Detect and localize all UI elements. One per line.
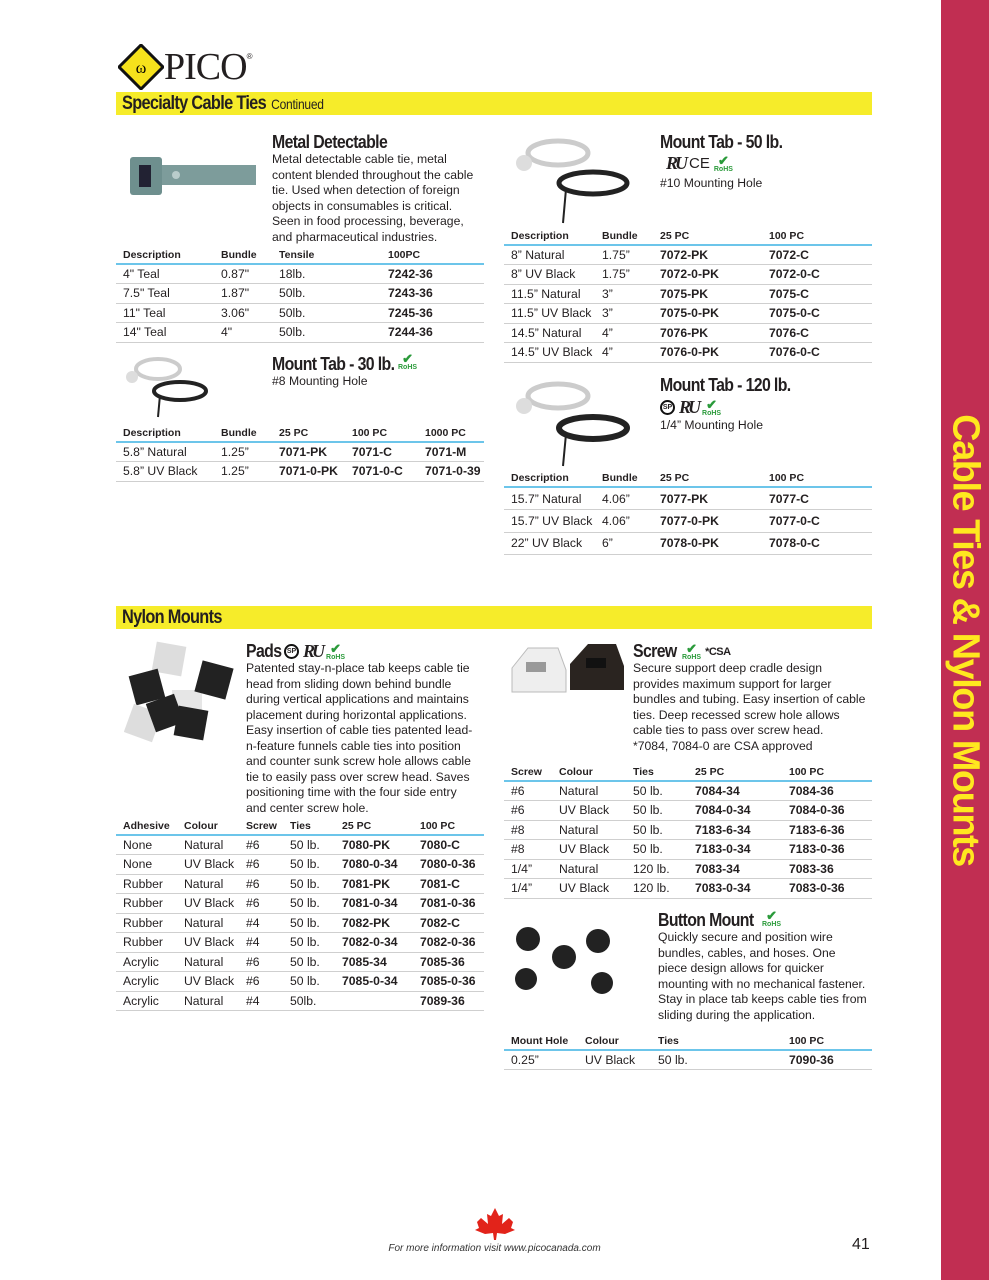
table-cell: Natural [177, 913, 239, 933]
part-number-cell: 7084-34 [688, 781, 782, 801]
column-header: 25 PC [272, 424, 345, 442]
table-cell: #6 [239, 952, 283, 972]
table-cell: UV Black [177, 894, 239, 914]
table-cell: #6 [239, 874, 283, 894]
table-cell: 50 lb. [283, 894, 335, 914]
column-header: Colour [177, 817, 239, 835]
table-header-row [504, 763, 872, 781]
mount-tab-cable-tie-image [508, 135, 633, 225]
part-number-cell: 7242-36 [381, 264, 484, 284]
column-header: Ties [651, 1032, 782, 1050]
page-number: 41 [852, 1236, 870, 1253]
part-number-cell: 7183-0-36 [782, 840, 872, 860]
table-cell: #8 [504, 820, 552, 840]
rohs-icon: ✔ RoHS [762, 908, 782, 928]
table-cell: 50 lb. [651, 1050, 782, 1070]
column-header: 100PC [381, 246, 484, 264]
table-cell: 0.87" [214, 264, 272, 284]
table-row [504, 781, 872, 801]
table-row [116, 874, 484, 894]
product-description: Quickly secure and position wire bundles, cables, and hoses. One piece design allows for quicker mounting with no mechanical fastener. Stay in place tab keeps cable ties from sliding during the application. [658, 930, 867, 1022]
table-cell: UV Black [177, 855, 239, 875]
certifications [682, 643, 731, 661]
table-row [504, 1050, 872, 1070]
table-cell: 50 lb. [283, 835, 335, 855]
part-number-cell: 7077-C [762, 487, 872, 510]
part-number-cell: 7076-0-PK [653, 343, 762, 363]
table-cell: 50 lb. [626, 801, 688, 821]
ul-icon: RU [303, 641, 323, 661]
table-cell: 1.87" [214, 284, 272, 304]
maple-leaf-icon [473, 1206, 517, 1240]
table-cell: 8” Natural [504, 245, 595, 265]
part-number-cell: 7085-0-36 [413, 972, 484, 992]
table-cell: UV Black [552, 801, 626, 821]
rohs-icon: ✔ RoHS [682, 641, 702, 661]
table-cell: #4 [239, 991, 283, 1011]
table-cell: 1/4” [504, 879, 552, 899]
table-cell: 6” [595, 532, 653, 555]
column-header: 100 PC [782, 763, 872, 781]
column-header: Bundle [214, 246, 272, 264]
table-header-row [504, 227, 872, 245]
mount-tab-30-table [116, 424, 484, 482]
table-cell: 50 lb. [283, 952, 335, 972]
certifications [666, 153, 733, 174]
part-number-cell: 7183-6-34 [688, 820, 782, 840]
column-header: Mount Hole [504, 1032, 578, 1050]
table-cell: 50 lb. [283, 972, 335, 992]
table-row [116, 462, 484, 482]
column-header: Colour [552, 763, 626, 781]
column-header: Tensile [272, 246, 381, 264]
table-cell: 50 lb. [626, 840, 688, 860]
product-title: Pads [246, 641, 282, 661]
rohs-icon: ✔ RoHS [398, 351, 418, 371]
table-cell: None [116, 855, 177, 875]
part-number-cell: 7080-PK [335, 835, 413, 855]
table-cell: 3” [595, 304, 653, 324]
certifications [284, 641, 345, 662]
table-cell: 8” UV Black [504, 265, 595, 285]
table-cell: Natural [177, 835, 239, 855]
table-cell: 15.7” UV Black [504, 510, 595, 533]
product-description: Patented stay-n-place tab keeps cable tie head from sliding down behind bundle during vertical applications and maintains placement during horizontal applications. Easy insertion of cable ties patented lead-n-feature funnels cable ties into position and counter sunk screw hole allows cable tie to easily pass over screw head. Saves positioning time with the four side entry and center screw hole. [246, 661, 473, 815]
table-header-row [504, 469, 872, 487]
part-number-cell: 7072-0-C [762, 265, 872, 285]
table-row [116, 855, 484, 875]
column-header: 25 PC [653, 469, 762, 487]
column-header: 25 PC [653, 227, 762, 245]
part-number-cell: 7082-PK [335, 913, 413, 933]
table-cell: UV Black [552, 840, 626, 860]
table-cell: #6 [504, 781, 552, 801]
part-number-cell: 7075-PK [653, 284, 762, 304]
part-number-cell: 7071-0-PK [272, 462, 345, 482]
part-number-cell: 7083-34 [688, 859, 782, 879]
table-cell: Rubber [116, 913, 177, 933]
part-number-cell: 7083-0-36 [782, 879, 872, 899]
table-cell: Natural [177, 874, 239, 894]
table-cell: Natural [177, 991, 239, 1011]
column-header: 25 PC [688, 763, 782, 781]
column-header: Screw [239, 817, 283, 835]
table-cell: None [116, 835, 177, 855]
part-number-cell: 7183-6-36 [782, 820, 872, 840]
table-cell: Natural [552, 820, 626, 840]
table-cell: UV Black [552, 879, 626, 899]
column-header: Description [504, 227, 595, 245]
table-cell: 14.5” UV Black [504, 343, 595, 363]
table-cell: #4 [239, 913, 283, 933]
rohs-icon: ✔ RoHS [326, 640, 346, 661]
table-cell: 11.5” Natural [504, 284, 595, 304]
part-number-cell: 7085-36 [413, 952, 484, 972]
table-cell: Acrylic [116, 972, 177, 992]
table-cell: 15.7” Natural [504, 487, 595, 510]
table-cell: 22” UV Black [504, 532, 595, 555]
column-header: 100 PC [762, 227, 872, 245]
part-number-cell: 7071-C [345, 442, 418, 462]
product-title: Mount Tab - 120 lb. [660, 375, 791, 395]
svg-text:ω: ω [135, 60, 147, 77]
part-number-cell: 7081-PK [335, 874, 413, 894]
table-cell: 4.06” [595, 510, 653, 533]
side-tab [941, 0, 989, 1280]
part-number-cell: 7245-36 [381, 303, 484, 323]
table-row [504, 879, 872, 899]
pico-logo [118, 44, 252, 90]
section-bar-specialty [116, 92, 872, 115]
csa-asterisk-mark: *CSA [705, 646, 731, 658]
table-cell: 50 lb. [283, 933, 335, 953]
table-cell: #6 [239, 835, 283, 855]
part-number-cell: 7082-0-36 [413, 933, 484, 953]
table-row [504, 284, 872, 304]
table-cell: 5.8” UV Black [116, 462, 214, 482]
csa-icon: SP [284, 644, 299, 659]
part-number-cell: 7076-PK [653, 323, 762, 343]
mounting-hole-note: 1/4” Mounting Hole [660, 418, 763, 432]
table-row [504, 304, 872, 324]
column-header: Description [116, 424, 214, 442]
part-number-cell: 7081-0-36 [413, 894, 484, 914]
part-number-cell: 7078-0-C [762, 532, 872, 555]
button-mount-table [504, 1032, 872, 1070]
table-header-row [116, 817, 484, 835]
table-row [504, 245, 872, 265]
column-header: 100 PC [345, 424, 418, 442]
table-row [116, 835, 484, 855]
part-number-cell: 7075-0-PK [653, 304, 762, 324]
table-cell: 1.75” [595, 245, 653, 265]
table-cell: Natural [177, 952, 239, 972]
column-header: Bundle [595, 227, 653, 245]
table-row [116, 284, 484, 304]
table-row [504, 532, 872, 555]
footer-text: For more information visit www.picocanada.com [388, 1243, 601, 1254]
table-cell: 1.25” [214, 462, 272, 482]
column-header: 25 PC [335, 817, 413, 835]
button-mount-image [508, 925, 623, 1003]
table-cell: Rubber [116, 894, 177, 914]
table-cell: 0.25” [504, 1050, 578, 1070]
table-row [116, 913, 484, 933]
table-cell: 4" [214, 323, 272, 343]
part-number-cell [335, 991, 413, 1011]
part-number-cell: 7071-0-C [345, 462, 418, 482]
brand-name: PICO [164, 46, 247, 88]
table-cell: #6 [504, 801, 552, 821]
column-header: Colour [578, 1032, 651, 1050]
part-number-cell: 7072-0-PK [653, 265, 762, 285]
table-cell: 50lb. [272, 284, 381, 304]
table-row [116, 894, 484, 914]
rohs-icon: ✔ RoHS [713, 152, 733, 173]
side-tab-label: Cable Ties & Nylon Mounts [944, 414, 987, 866]
table-row [116, 972, 484, 992]
table-cell: UV Black [578, 1050, 651, 1070]
product-title: Mount Tab - 30 lb. [272, 354, 395, 374]
column-header: 100 PC [413, 817, 484, 835]
certifications [660, 397, 721, 418]
table-cell: 4.06” [595, 487, 653, 510]
mount-tab-cable-tie-image [120, 355, 212, 420]
table-cell: 50 lb. [283, 855, 335, 875]
table-header-row [504, 1032, 872, 1050]
screw-mount-table [504, 763, 872, 899]
table-header-row [116, 246, 484, 264]
table-cell: #6 [239, 855, 283, 875]
table-cell: UV Black [177, 933, 239, 953]
part-number-cell: 7085-34 [335, 952, 413, 972]
csa-icon: SP [660, 400, 675, 415]
product-title: Screw [633, 641, 677, 661]
product-title: Button Mount [658, 910, 754, 930]
column-header: Description [504, 469, 595, 487]
column-header: Screw [504, 763, 552, 781]
part-number-cell: 7077-0-C [762, 510, 872, 533]
table-cell: #4 [239, 933, 283, 953]
part-number-cell: 7084-0-36 [782, 801, 872, 821]
product-description: Metal detectable cable tie, metal content blended throughout the cable tie. Used when detection of foreign objects in consumables is critical. Seen in food processing, beverage, and pharmaceutical industries. [272, 152, 474, 244]
part-number-cell: 7076-0-C [762, 343, 872, 363]
table-row [116, 933, 484, 953]
table-row [504, 510, 872, 533]
ce-icon: CE [689, 155, 710, 172]
product-description [633, 661, 869, 754]
section-bar-nylon [116, 606, 872, 629]
nylon-pads-image [124, 640, 240, 745]
table-cell: 120 lb. [626, 859, 688, 879]
part-number-cell: 7072-C [762, 245, 872, 265]
table-row [504, 840, 872, 860]
table-cell: 50lb. [272, 303, 381, 323]
part-number-cell: 7089-36 [413, 991, 484, 1011]
section-title: Specialty Cable Ties [122, 93, 266, 114]
table-cell: 3” [595, 284, 653, 304]
screw-mount-image [508, 640, 626, 702]
ul-icon: RU [666, 153, 686, 173]
table-cell: 3.06" [214, 303, 272, 323]
table-row [504, 487, 872, 510]
table-cell: 1/4” [504, 859, 552, 879]
table-cell: 50lb. [283, 991, 335, 1011]
column-header: Description [116, 246, 214, 264]
table-cell: Acrylic [116, 991, 177, 1011]
pads-table [116, 817, 484, 1011]
table-cell: 120 lb. [626, 879, 688, 899]
description-text: Secure support deep cradle design provides maximum support for larger bundles and tubing. Easy insertion of cable ties. Deep recessed screw hole allows cable ties to pass over screw head. [633, 661, 866, 737]
part-number-cell: 7243-36 [381, 284, 484, 304]
table-cell: 4" Teal [116, 264, 214, 284]
brand-reg: ® [246, 52, 253, 61]
mount-tab-50-table [504, 227, 872, 363]
table-cell: Natural [552, 859, 626, 879]
table-cell: 7.5" Teal [116, 284, 214, 304]
certifications [398, 353, 417, 371]
part-number-cell: 7071-M [418, 442, 484, 462]
part-number-cell: 7090-36 [782, 1050, 872, 1070]
part-number-cell: 7082-C [413, 913, 484, 933]
pico-diamond-icon [118, 44, 164, 90]
column-header: 100 PC [782, 1032, 872, 1050]
part-number-cell: 7075-C [762, 284, 872, 304]
part-number-cell: 7077-PK [653, 487, 762, 510]
table-cell: 11.5” UV Black [504, 304, 595, 324]
table-cell: 5.8” Natural [116, 442, 214, 462]
part-number-cell: 7080-C [413, 835, 484, 855]
table-row [116, 442, 484, 462]
part-number-cell: 7244-36 [381, 323, 484, 343]
table-cell: 50 lb. [626, 781, 688, 801]
table-cell: Acrylic [116, 952, 177, 972]
part-number-cell: 7083-0-34 [688, 879, 782, 899]
table-row [504, 343, 872, 363]
part-number-cell: 7081-0-34 [335, 894, 413, 914]
part-number-cell: 7080-0-36 [413, 855, 484, 875]
table-cell: UV Black [177, 972, 239, 992]
table-row [116, 952, 484, 972]
table-row [116, 264, 484, 284]
section-subtitle: Continued [271, 96, 324, 112]
part-number-cell: 7081-C [413, 874, 484, 894]
product-title: Metal Detectable [272, 132, 388, 152]
part-number-cell: 7075-0-C [762, 304, 872, 324]
table-row [504, 323, 872, 343]
column-header: Adhesive [116, 817, 177, 835]
table-cell: Rubber [116, 933, 177, 953]
part-number-cell: 7072-PK [653, 245, 762, 265]
mount-tab-cable-tie-image [508, 378, 633, 468]
table-row [504, 265, 872, 285]
mount-tab-120-table [504, 469, 872, 555]
table-cell: 14" Teal [116, 323, 214, 343]
column-header: Bundle [214, 424, 272, 442]
part-number-cell: 7085-0-34 [335, 972, 413, 992]
table-cell: #8 [504, 840, 552, 860]
table-cell: 18lb. [272, 264, 381, 284]
column-header: Bundle [595, 469, 653, 487]
table-cell: 50 lb. [283, 874, 335, 894]
csa-note: *7084, 7084-0 are CSA approved [633, 738, 813, 753]
part-number-cell: 7080-0-34 [335, 855, 413, 875]
part-number-cell: 7076-C [762, 323, 872, 343]
mounting-hole-note: #10 Mounting Hole [660, 176, 763, 190]
part-number-cell: 7071-PK [272, 442, 345, 462]
table-cell: 1.25” [214, 442, 272, 462]
product-title: Mount Tab - 50 lb. [660, 132, 783, 152]
table-row [504, 859, 872, 879]
table-row [116, 991, 484, 1011]
table-row [504, 801, 872, 821]
certifications [762, 910, 781, 928]
ul-icon: RU [679, 397, 699, 417]
table-cell: 50 lb. [283, 913, 335, 933]
column-header: Ties [283, 817, 335, 835]
table-cell: 50 lb. [626, 820, 688, 840]
part-number-cell: 7083-36 [782, 859, 872, 879]
table-row [504, 820, 872, 840]
rohs-icon: ✔ RoHS [702, 396, 722, 417]
part-number-cell: 7183-0-34 [688, 840, 782, 860]
table-header-row [116, 424, 484, 442]
column-header: 100 PC [762, 469, 872, 487]
part-number-cell: 7071-0-39 [418, 462, 484, 482]
table-cell: 1.75” [595, 265, 653, 285]
table-cell: 4” [595, 343, 653, 363]
table-cell: #6 [239, 894, 283, 914]
teal-cable-tie-image [128, 155, 258, 197]
part-number-cell: 7078-0-PK [653, 532, 762, 555]
table-row [116, 303, 484, 323]
table-cell: 14.5” Natural [504, 323, 595, 343]
table-row [116, 323, 484, 343]
part-number-cell: 7077-0-PK [653, 510, 762, 533]
table-cell: 4” [595, 323, 653, 343]
part-number-cell: 7082-0-34 [335, 933, 413, 953]
table-cell: Natural [552, 781, 626, 801]
column-header: Ties [626, 763, 688, 781]
part-number-cell: 7084-0-34 [688, 801, 782, 821]
part-number-cell: 7084-36 [782, 781, 872, 801]
column-header: 1000 PC [418, 424, 484, 442]
table-cell: 11" Teal [116, 303, 214, 323]
section-title: Nylon Mounts [122, 607, 222, 628]
table-cell: 50lb. [272, 323, 381, 343]
mounting-hole-note: #8 Mounting Hole [272, 374, 368, 388]
metal-detectable-table [116, 246, 484, 343]
table-cell: Rubber [116, 874, 177, 894]
table-cell: #6 [239, 972, 283, 992]
